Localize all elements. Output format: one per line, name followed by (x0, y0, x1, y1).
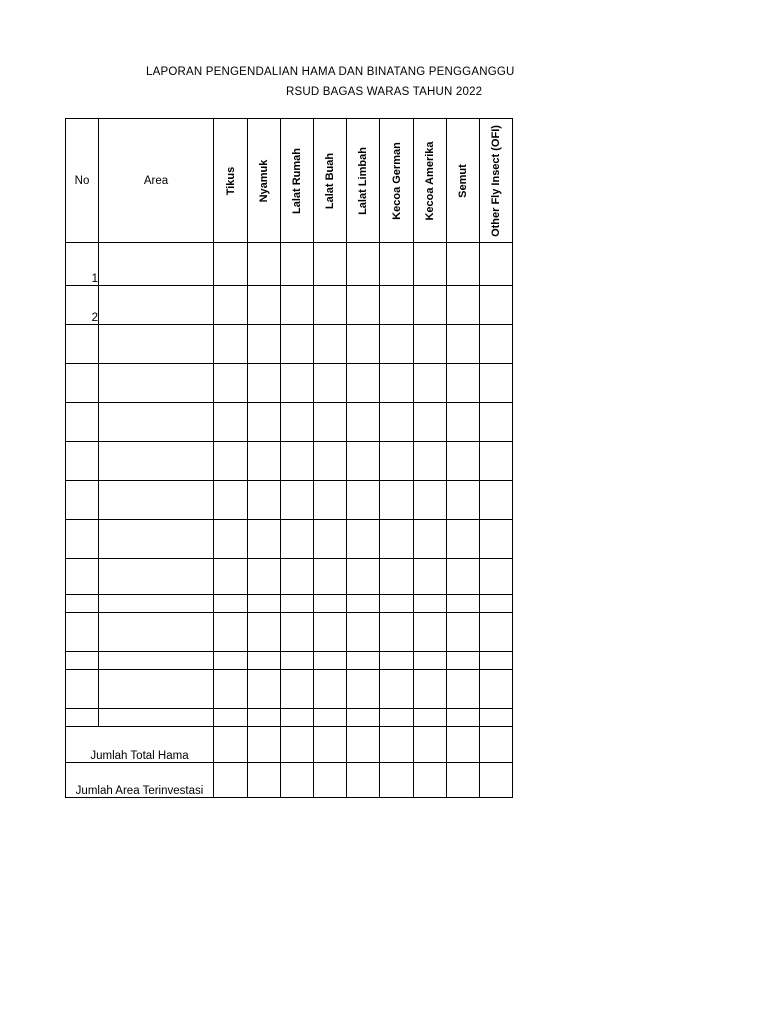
pest-count-cell[interactable] (480, 286, 513, 325)
pest-count-cell[interactable] (347, 652, 380, 670)
area-cell[interactable] (99, 442, 214, 481)
pest-count-cell[interactable] (214, 709, 248, 727)
pest-count-cell[interactable] (314, 670, 347, 709)
pest-count-cell[interactable] (281, 442, 314, 481)
pest-count-cell[interactable] (248, 709, 281, 727)
area-cell[interactable] (99, 403, 214, 442)
summary-value-cell[interactable] (447, 763, 480, 798)
row-number-cell[interactable] (66, 325, 99, 364)
pest-count-cell[interactable] (480, 613, 513, 652)
summary-value-cell[interactable] (380, 727, 414, 763)
pest-count-cell[interactable] (414, 403, 447, 442)
pest-count-cell[interactable] (480, 520, 513, 559)
row-number-cell[interactable] (66, 481, 99, 520)
table-row (66, 520, 513, 559)
pest-count-cell[interactable] (480, 481, 513, 520)
pest-count-cell[interactable] (314, 709, 347, 727)
pest-count-cell[interactable] (248, 243, 281, 286)
pest-count-cell[interactable] (447, 243, 480, 286)
pest-count-cell[interactable] (214, 670, 248, 709)
pest-count-cell[interactable] (447, 709, 480, 727)
pest-count-cell[interactable] (314, 520, 347, 559)
pest-count-cell[interactable] (480, 559, 513, 595)
header-pest-nyamuk (248, 119, 281, 243)
summary-value-cell[interactable] (414, 763, 447, 798)
pest-count-cell[interactable] (314, 286, 347, 325)
pest-count-cell[interactable] (447, 325, 480, 364)
pest-count-cell[interactable] (380, 442, 414, 481)
pest-count-cell[interactable] (447, 613, 480, 652)
header-pest-label: Nyamuk (258, 159, 270, 202)
pest-count-cell[interactable] (447, 442, 480, 481)
area-cell[interactable] (99, 286, 214, 325)
pest-count-cell[interactable] (380, 325, 414, 364)
row-number-cell[interactable] (66, 559, 99, 595)
area-cell[interactable] (99, 652, 214, 670)
pest-count-cell[interactable] (281, 613, 314, 652)
header-pest-ofi (480, 119, 513, 243)
pest-count-cell[interactable] (414, 652, 447, 670)
pest-count-cell[interactable] (281, 670, 314, 709)
pest-count-cell[interactable] (414, 520, 447, 559)
pest-count-cell[interactable] (281, 709, 314, 727)
header-pest-label: Kecoa German (390, 141, 403, 220)
pest-count-cell[interactable] (214, 286, 248, 325)
pest-count-cell[interactable] (248, 613, 281, 652)
pest-count-cell[interactable] (414, 325, 447, 364)
row-number-cell[interactable] (66, 652, 99, 670)
pest-count-cell[interactable] (347, 613, 380, 652)
report-title-line-2: RSUD BAGAS WARAS TAHUN 2022 (286, 86, 483, 98)
pest-count-cell[interactable] (214, 403, 248, 442)
pest-count-cell[interactable] (380, 481, 414, 520)
area-cell[interactable] (99, 709, 214, 727)
pest-count-cell[interactable] (248, 442, 281, 481)
pest-count-cell[interactable] (314, 364, 347, 403)
table-row (66, 613, 513, 652)
pest-count-cell[interactable] (380, 670, 414, 709)
pest-count-cell[interactable] (480, 325, 513, 364)
summary-value-cell[interactable] (214, 727, 248, 763)
header-pest-label: Lalat Limbah (357, 146, 369, 215)
table-row (66, 364, 513, 403)
table-row (66, 403, 513, 442)
summary-total-row (66, 727, 513, 763)
pest-count-cell[interactable] (447, 520, 480, 559)
pest-count-cell[interactable] (347, 325, 380, 364)
pest-count-cell[interactable] (447, 286, 480, 325)
pest-count-cell[interactable] (314, 403, 347, 442)
row-number-cell[interactable]: 2 (66, 286, 99, 325)
header-pest-label: Lalat Buah (324, 152, 336, 209)
area-cell[interactable] (99, 559, 214, 595)
pest-count-cell[interactable] (281, 364, 314, 403)
pest-count-cell[interactable] (281, 652, 314, 670)
table-row (66, 243, 513, 286)
header-no: No (66, 119, 99, 243)
summary-value-cell[interactable] (314, 763, 347, 798)
header-pest-tikus (214, 119, 248, 243)
pest-count-cell[interactable] (480, 442, 513, 481)
summary-value-cell[interactable] (447, 727, 480, 763)
pest-count-cell[interactable] (214, 652, 248, 670)
pest-count-cell[interactable] (347, 442, 380, 481)
pest-count-cell[interactable] (314, 613, 347, 652)
pest-count-cell[interactable] (248, 325, 281, 364)
pest-count-cell[interactable] (447, 595, 480, 613)
pest-count-cell[interactable] (380, 243, 414, 286)
pest-count-cell[interactable] (248, 364, 281, 403)
pest-count-cell[interactable] (347, 595, 380, 613)
header-pest-label: Semut (457, 163, 469, 198)
pest-count-cell[interactable] (480, 364, 513, 403)
area-cell[interactable] (99, 325, 214, 364)
pest-count-cell[interactable] (248, 286, 281, 325)
area-cell[interactable] (99, 481, 214, 520)
pest-count-cell[interactable] (380, 709, 414, 727)
pest-count-cell[interactable] (314, 442, 347, 481)
header-pest-lalat-limbah (347, 119, 380, 243)
pest-count-cell[interactable] (214, 481, 248, 520)
area-cell[interactable] (99, 243, 214, 286)
pest-count-cell[interactable] (414, 481, 447, 520)
pest-count-cell[interactable] (281, 520, 314, 559)
pest-count-cell[interactable] (480, 403, 513, 442)
table-row (66, 670, 513, 709)
row-number-cell[interactable] (66, 595, 99, 613)
pest-count-cell[interactable] (380, 595, 414, 613)
pest-count-cell[interactable] (380, 520, 414, 559)
table-row (66, 652, 513, 670)
row-number-cell[interactable]: 1 (66, 243, 99, 286)
row-number-cell[interactable] (66, 613, 99, 652)
pest-count-cell[interactable] (248, 403, 281, 442)
header-pest-kecoa-amerika (414, 119, 447, 243)
summary-area-row (66, 763, 513, 798)
pest-count-cell[interactable] (480, 670, 513, 709)
pest-count-cell[interactable] (214, 613, 248, 652)
summary-value-cell[interactable] (214, 763, 248, 798)
pest-count-cell[interactable] (214, 243, 248, 286)
pest-count-cell[interactable] (447, 652, 480, 670)
row-number-cell[interactable] (66, 709, 99, 727)
summary-value-cell[interactable] (480, 727, 513, 763)
pest-count-cell[interactable] (447, 481, 480, 520)
header-pest-label: Lalat Rumah (291, 147, 303, 214)
header-pest-semut (447, 119, 480, 243)
summary-value-cell[interactable] (281, 727, 314, 763)
pest-count-cell[interactable] (281, 595, 314, 613)
pest-count-cell[interactable] (248, 670, 281, 709)
pest-count-cell[interactable] (347, 520, 380, 559)
pest-count-cell[interactable] (347, 670, 380, 709)
pest-count-cell[interactable] (480, 709, 513, 727)
pest-count-cell[interactable] (447, 559, 480, 595)
pest-count-cell[interactable] (281, 559, 314, 595)
pest-count-cell[interactable] (214, 325, 248, 364)
pest-count-cell[interactable] (414, 364, 447, 403)
pest-count-cell[interactable] (380, 613, 414, 652)
summary-value-cell[interactable] (248, 763, 281, 798)
pest-count-cell[interactable] (380, 364, 414, 403)
summary-value-cell[interactable] (248, 727, 281, 763)
pest-count-cell[interactable] (281, 481, 314, 520)
pest-count-cell[interactable] (414, 613, 447, 652)
pest-count-cell[interactable] (214, 442, 248, 481)
pest-count-cell[interactable] (380, 403, 414, 442)
summary-label: Jumlah Total Hama (66, 727, 214, 763)
header-pest-lalat-buah (314, 119, 347, 243)
pest-count-cell[interactable] (414, 286, 447, 325)
pest-count-cell[interactable] (248, 652, 281, 670)
pest-count-cell[interactable] (314, 652, 347, 670)
pest-count-cell[interactable] (347, 364, 380, 403)
summary-value-cell[interactable] (281, 763, 314, 798)
header-pest-label: Tikus (224, 166, 237, 195)
pest-count-cell[interactable] (447, 403, 480, 442)
pest-count-cell[interactable] (447, 670, 480, 709)
header-pest-lalat-rumah (281, 119, 314, 243)
pest-count-cell[interactable] (314, 243, 347, 286)
row-number-cell[interactable] (66, 520, 99, 559)
pest-count-cell[interactable] (414, 442, 447, 481)
table-row (66, 442, 513, 481)
pest-count-cell[interactable] (281, 286, 314, 325)
table-row (66, 286, 513, 325)
pest-count-cell[interactable] (314, 481, 347, 520)
table-row (66, 595, 513, 613)
pest-control-table (65, 118, 513, 798)
pest-count-cell[interactable] (380, 286, 414, 325)
pest-count-cell[interactable] (281, 403, 314, 442)
pest-count-cell[interactable] (380, 652, 414, 670)
summary-value-cell[interactable] (347, 763, 380, 798)
pest-count-cell[interactable] (347, 243, 380, 286)
table-row (66, 559, 513, 595)
pest-count-cell[interactable] (248, 595, 281, 613)
pest-count-cell[interactable] (414, 559, 447, 595)
pest-count-cell[interactable] (314, 595, 347, 613)
area-cell[interactable] (99, 364, 214, 403)
report-title-line-1: LAPORAN PENGENDALIAN HAMA DAN BINATANG PENGGANGGU (146, 66, 515, 78)
summary-value-cell[interactable] (414, 727, 447, 763)
row-number-cell[interactable] (66, 403, 99, 442)
pest-count-cell[interactable] (480, 595, 513, 613)
header-area: Area (99, 119, 214, 243)
area-cell[interactable] (99, 520, 214, 559)
table-row (66, 709, 513, 727)
pest-count-cell[interactable] (447, 364, 480, 403)
row-number-cell[interactable] (66, 442, 99, 481)
area-cell[interactable] (99, 670, 214, 709)
pest-count-cell[interactable] (248, 481, 281, 520)
pest-count-cell[interactable] (214, 364, 248, 403)
summary-value-cell[interactable] (480, 763, 513, 798)
table-row (66, 481, 513, 520)
header-pest-label: Kecoa Amerika (424, 140, 436, 221)
pest-count-cell[interactable] (380, 559, 414, 595)
pest-count-cell[interactable] (347, 481, 380, 520)
header-row (66, 119, 513, 243)
row-number-cell[interactable] (66, 364, 99, 403)
pest-count-cell[interactable] (347, 559, 380, 595)
pest-count-cell[interactable] (480, 652, 513, 670)
summary-value-cell[interactable] (314, 727, 347, 763)
report-title (0, 60, 520, 110)
area-cell[interactable] (99, 613, 214, 652)
table-row (66, 325, 513, 364)
row-number-cell[interactable] (66, 670, 99, 709)
pest-count-cell[interactable] (414, 595, 447, 613)
pest-count-cell[interactable] (414, 709, 447, 727)
pest-count-cell[interactable] (314, 325, 347, 364)
summary-value-cell[interactable] (347, 727, 380, 763)
pest-count-cell[interactable] (281, 325, 314, 364)
summary-label: Jumlah Area Terinvestasi (66, 763, 214, 798)
pest-count-cell[interactable] (214, 595, 248, 613)
pest-count-cell[interactable] (414, 670, 447, 709)
pest-count-cell[interactable] (314, 559, 347, 595)
header-pest-kecoa-german (380, 119, 414, 243)
header-pest-label: Other Fly Insect (OFI) (490, 124, 502, 237)
pest-count-cell[interactable] (414, 243, 447, 286)
pest-count-cell[interactable] (214, 520, 248, 559)
pest-count-cell[interactable] (347, 709, 380, 727)
summary-value-cell[interactable] (380, 763, 414, 798)
area-cell[interactable] (99, 595, 214, 613)
pest-count-cell[interactable] (248, 559, 281, 595)
pest-count-cell[interactable] (347, 403, 380, 442)
pest-count-cell[interactable] (480, 243, 513, 286)
pest-count-cell[interactable] (248, 520, 281, 559)
pest-count-cell[interactable] (347, 286, 380, 325)
pest-count-cell[interactable] (281, 243, 314, 286)
pest-count-cell[interactable] (214, 559, 248, 595)
